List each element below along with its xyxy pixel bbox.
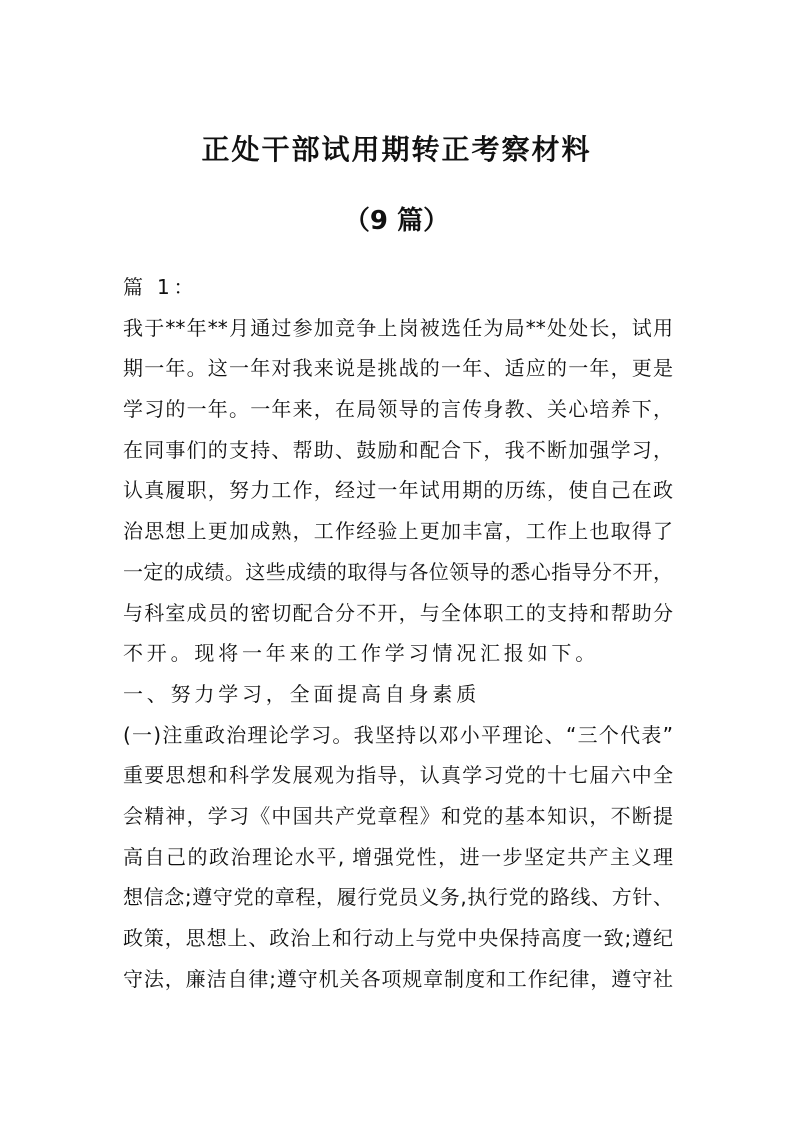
text-line: 不开。现将一年来的工作学习情况汇报如下。 bbox=[123, 641, 599, 666]
text-line: 我于**年**月通过参加竞争上岗被选任为局**处处长，试用 bbox=[123, 315, 673, 340]
text-line: 期一年。这一年对我来说是挑战的一年、适应的一年，更是 bbox=[123, 356, 673, 381]
text-line: 篇 1： bbox=[123, 275, 198, 299]
document-title: 正处干部试用期转正考察材料 bbox=[201, 133, 592, 166]
text-line: 学习的一年。一年来，在局领导的言传身教、关心培养下， bbox=[123, 397, 673, 422]
text-line: 守法，廉洁自律;遵守机关各项规章制度和工作纪律，遵守社 bbox=[123, 966, 673, 991]
text-line: 一、努力学习，全面提高自身素质 bbox=[123, 681, 480, 706]
text-line: 会精神，学习《中国共产党章程》和党的基本知识，不断提 bbox=[123, 803, 673, 828]
text-line: 高自己的政治理论水平, 增强党性，进一步坚定共产主义理 bbox=[123, 844, 673, 869]
text-line: 政策，思想上、政治上和行动上与党中央保持高度一致;遵纪 bbox=[123, 926, 673, 950]
document-body bbox=[123, 272, 673, 1004]
text-line: 一定的成绩。这些成绩的取得与各位领导的悉心指导分不开， bbox=[123, 559, 673, 584]
text-line: (一)注重政治理论学习。我坚持以邓小平理论、“三个代表” bbox=[123, 722, 673, 747]
text-line: 在同事们的支持、帮助、鼓励和配合下，我不断加强学习， bbox=[123, 437, 673, 462]
text-line: 治思想上更加成熟，工作经验上更加丰富，工作上也取得了 bbox=[123, 519, 673, 544]
text-line: 认真履职，努力工作，经过一年试用期的历练，使自己在政 bbox=[123, 478, 673, 503]
document-subtitle: （9 篇） bbox=[343, 206, 450, 236]
text-line: 想信念;遵守党的章程，履行党员义务,执行党的路线、方针、 bbox=[123, 885, 673, 910]
text-line: 与科室成员的密切配合分不开，与全体职工的支持和帮助分 bbox=[123, 600, 673, 625]
text-line: 重要思想和科学发展观为指导，认真学习党的十七届六中全 bbox=[123, 763, 673, 788]
